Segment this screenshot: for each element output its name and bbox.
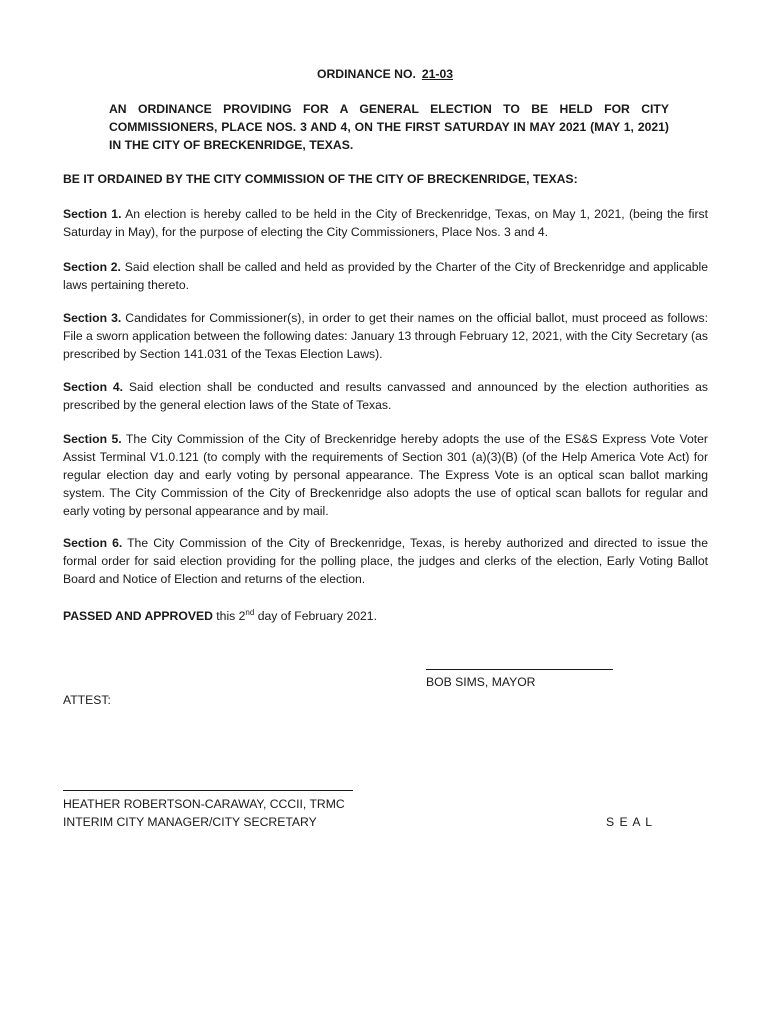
section-4-text: Said election shall be conducted and results canvassed and announced by the election authorities as prescribed by the general election laws of the State of Texas. [63, 380, 708, 412]
ordinance-subtitle: AN ORDINANCE PROVIDING FOR A GENERAL ELECTION TO BE HELD FOR CITY COMMISSIONERS, PLACE NOS. 3 AND 4, ON THE FIRST SATURDAY IN MAY 2021 (MAY 1, 2021) IN THE CITY OF BRECKENRIDGE, TEXAS. [109, 102, 669, 152]
passed-text-after: day of February 2021. [254, 609, 377, 624]
ordinance-number: 21-03 [421, 67, 454, 81]
section-6-label: Section 6. [63, 536, 123, 550]
section-3-label: Section 3. [63, 311, 122, 325]
section-1-label: Section 1. [63, 207, 122, 221]
section-6 [63, 534, 708, 588]
passed-text-before: this 2 [212, 609, 246, 624]
secretary-name: HEATHER ROBERTSON-CARAWAY, CCCII, TRMC [63, 797, 345, 811]
passed-label: PASSED AND APPROVED [63, 609, 213, 624]
mayor-name: BOB SIMS, MAYOR [426, 675, 536, 689]
passed-superscript: nd [245, 608, 255, 617]
section-5-label: Section 5. [63, 432, 122, 446]
secretary-signature-line [63, 790, 353, 791]
secretary-title: INTERIM CITY MANAGER/CITY SECRETARY [63, 815, 317, 829]
ordinance-title [0, 65, 770, 83]
seal-label: S E A L [606, 815, 653, 829]
ordinance-label: ORDINANCE NO. [316, 67, 416, 81]
section-3 [63, 309, 708, 363]
section-1 [63, 205, 708, 241]
section-4 [63, 378, 708, 414]
passed-and-approved [63, 604, 708, 625]
preamble: BE IT ORDAINED BY THE CITY COMMISSION OF THE CITY OF BRECKENRIDGE, TEXAS: [63, 172, 578, 186]
mayor-signature-line [426, 669, 613, 670]
attest-label: ATTEST: [63, 693, 111, 707]
section-2 [63, 258, 708, 294]
section-5-text: The City Commission of the City of Breckenridge hereby adopts the use of the ES&S Express Vote Voter Assist Terminal V1.0.121 (to comply with the requirements of Section 301 (a)(3)(B) (of the Help America Vote Act) for regular election day and early voting by personal appearance. The Express Vote is an optical scan ballot marking system. The City Commission of the City of Breckenridge also adopts the use of optical scan ballots for regular and early voting by personal appearance and by mail. [63, 432, 708, 518]
section-4-label: Section 4. [63, 380, 124, 394]
section-6-text: The City Commission of the City of Breckenridge, Texas, is hereby authorized and directed to issue the formal order for said election providing for the polling place, the judges and clerks of the election, Early Voting Ballot Board and Notice of Election and returns of the election. [63, 536, 708, 586]
section-3-text: Candidates for Commissioner(s), in order to get their names on the official ballot, must proceed as follows: File a sworn application between the following dates: January 13 through February 12, 2021, with the City Secretary (as prescribed by Section 141.031 of the Texas Election Laws). [63, 311, 708, 361]
section-2-label: Section 2. [63, 260, 121, 274]
section-2-text: Said election shall be called and held as provided by the Charter of the City of Breckenridge and applicable laws pertaining thereto. [63, 260, 708, 292]
section-1-text: An election is hereby called to be held in the City of Breckenridge, Texas, on May 1, 2021, (being the first Saturday in May), for the purpose of electing the City Commissioners, Place Nos. 3 and 4. [63, 207, 708, 239]
section-5 [63, 430, 708, 520]
